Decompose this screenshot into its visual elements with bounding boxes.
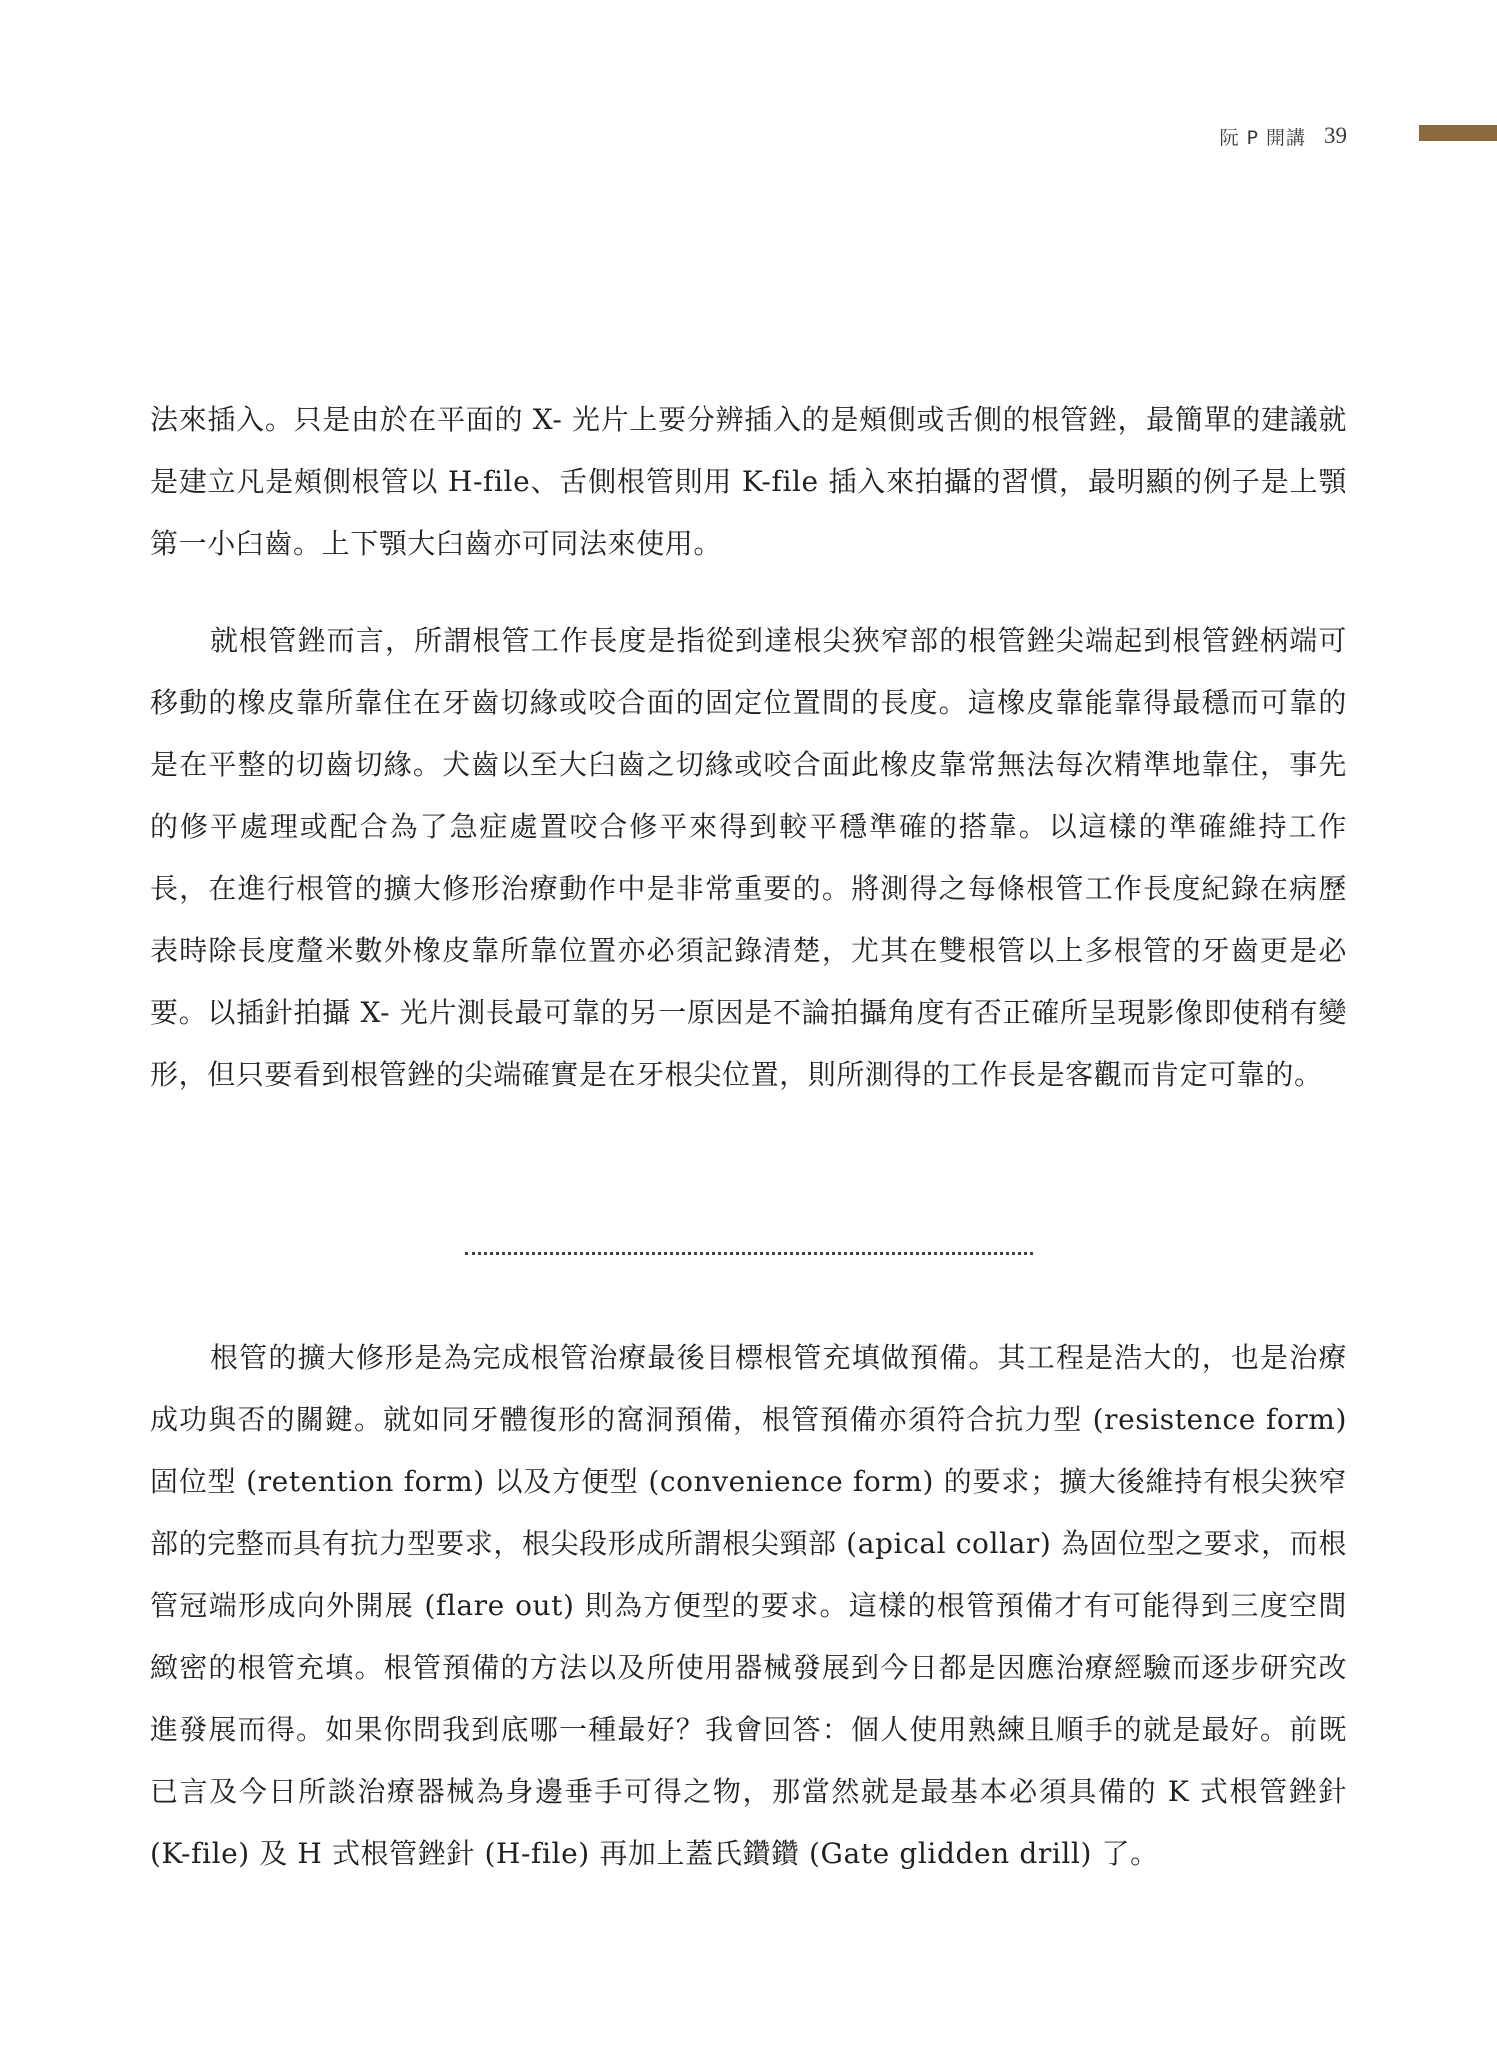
text-block-upper [150, 389, 1347, 1106]
page-number: 39 [1324, 123, 1347, 148]
paragraph-canal-preparation: 根管的擴大修形是為完成根管治療最後目標根管充填做預備。其工程是浩大的，也是治療成功與否的關鍵。就如同牙體復形的窩洞預備，根管預備亦須符合抗力型 (resistence form) 固位型 (retention form) 以及方便型 (convenience form) 的要求；擴大後維持有根尖狹窄部的完整而具有抗力型要求，根尖段形成所謂根尖頸部 (apical collar) 為固位型之要求，而根管冠端形成向外開展 (flare out) 則為方便型的要求。這樣的根管預備才有可能得到三度空間緻密的根管充填。根管預備的方法以及所使用器械發展到今日都是因應治療經驗而逐步研究改進發展而得。如果你問我到底哪一種最好？我會回答：個人使用熟練且順手的就是最好。前既已言及今日所談治療器械為身邊垂手可得之物，那當然就是最基本必須具備的 K 式根管銼針 (K-file) 及 H 式根管銼針 (H-file) 再加上蓋氏鑽鑽 (Gate glidden drill) 了。 [150, 1341, 1347, 1870]
running-head: 阮 P 開講 [1219, 126, 1306, 149]
page-header [1219, 118, 1347, 154]
paragraph-continuation: 法來插入。只是由於在平面的 X- 光片上要分辨插入的是頰側或舌側的根管銼，最簡單的建議就是建立凡是頰側根管以 H-file、舌側根管則用 K-file 插入來拍攝的習慣，最明顯的例子是上顎第一小臼齒。上下顎大臼齒亦可同法來使用。 [150, 403, 1347, 560]
chapter-tab-marker [1419, 125, 1497, 141]
paragraph-working-length: 就根管銼而言，所謂根管工作長度是指從到達根尖狹窄部的根管銼尖端起到根管銼柄端可移動的橡皮靠所靠住在牙齒切緣或咬合面的固定位置間的長度。這橡皮靠能靠得最穩而可靠的是在平整的切齒切緣。犬齒以至大臼齒之切緣或咬合面此橡皮靠常無法每次精準地靠住，事先的修平處理或配合為了急症處置咬合修平來得到較平穩準確的搭靠。以這樣的準確維持工作長，在進行根管的擴大修形治療動作中是非常重要的。將測得之每條根管工作長度紀錄在病歷表時除長度釐米數外橡皮靠所靠位置亦必須記錄清楚，尤其在雙根管以上多根管的牙齒更是必要。以插針拍攝 X- 光片測長最可靠的另一原因是不論拍攝角度有否正確所呈現影像即使稍有變形，但只要看到根管銼的尖端確實是在牙根尖位置，則所測得的工作長是客觀而肯定可靠的。 [150, 624, 1347, 1091]
text-block-lower [150, 1327, 1347, 1885]
section-divider [465, 1252, 1033, 1255]
